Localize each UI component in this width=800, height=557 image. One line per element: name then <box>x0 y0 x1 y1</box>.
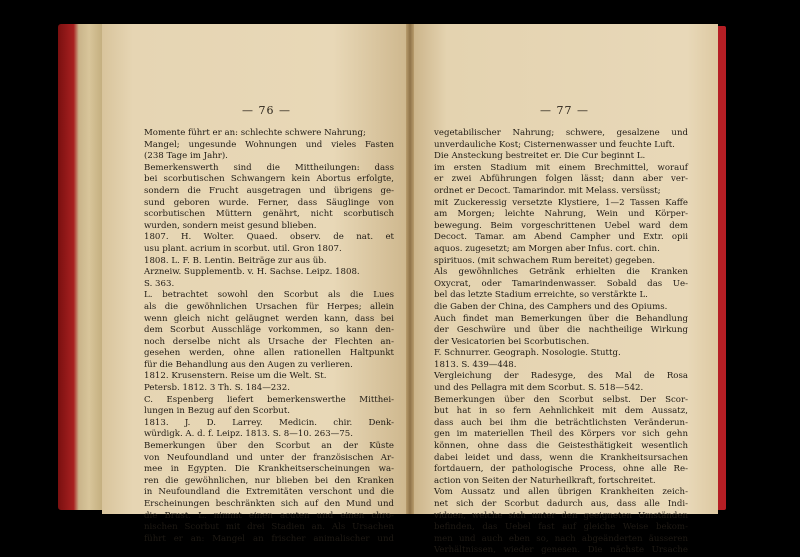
right-page <box>410 24 718 556</box>
text-line: bewegung. Beim vorgeschrittenen Uebel ward dem <box>434 220 688 231</box>
text-line: 1813. S. 439—448. <box>434 359 517 370</box>
text-line: wurden, sondern meist gesund blieben. <box>144 220 317 231</box>
text-line: bei scorbutischen Schwangern kein Abortus erfolgte, <box>144 174 394 185</box>
text-line: 1812. Krusenstern. Reise um die Welt. St. <box>144 371 327 382</box>
text-line: F. Schnurrer. Geograph. Nosologie. Stuttg. <box>434 348 621 359</box>
text-line: Oxycrat, oder Tamarindenwasser. Sobald das Ue- <box>434 278 688 289</box>
text-line: gesehen werden, ohne allen rationellen Haltpunkt <box>144 348 394 359</box>
text-line: für die Behandlung aus den Augen zu verlieren. <box>144 359 353 370</box>
text-line: wenn gleich nicht geläugnet werden kann, dass bei <box>144 313 394 324</box>
text-line: but hat in so fern Aehnlichkeit mit dem Aussatz, <box>434 406 688 417</box>
text-line: Arzneiw. Supplementb. v. H. Sachse. Leipz. 1808. <box>144 267 360 278</box>
text-line: und des Pellagra mit dem Scorbut. S. 518—542. <box>434 383 644 394</box>
text-line: vegetabilischer Nahrung; schwere, gesalzene und <box>434 128 688 138</box>
text-line: die Gaben der China, des Camphers und des Opiums. <box>434 301 668 312</box>
text-line: würdigk. A. d. f. Leipz. 1813. S. 8—10. 263—75. <box>144 429 353 440</box>
text-line: der Vesicatorien bei Scorbutischen. <box>434 336 590 347</box>
text-line: nischen Scorbut mit drei Stadien an. Als Ursachen <box>144 522 394 533</box>
text-line: aquos. zugesetzt; am Morgen aber Infus. cort. chin. <box>434 243 660 254</box>
text-line: ordnet er Decoct. Tamarindor. mit Melass. versüsst; <box>434 185 661 196</box>
text-line: S. 363. <box>144 278 175 289</box>
text-line: usu plant. acrium in scorbut. util. Gron 1807. <box>144 243 342 254</box>
left-page <box>102 24 410 544</box>
text-line: viduen, welche sich unter den geeigneten Umständen <box>434 510 688 521</box>
text-line: mit Zuckeressig versetzte Klystiere, 1—2 Tassen Kaffe <box>434 197 688 208</box>
text-line: men und auch eben so, nach abgeänderten äusseren <box>434 533 688 544</box>
text-line: Auch findet man Bemerkungen über die Behandlung <box>434 313 688 324</box>
text-line: (238 Tage im Jahr). <box>144 151 228 162</box>
text-line: C. Espenberg liefert bemerkenswerthe Mitthei- <box>144 394 394 405</box>
text-line: 1808. L. F. B. Lentin. Beiträge zur aus üb. <box>144 255 327 266</box>
text-line: am Morgen; leichte Nahrung, Wein und Körper- <box>434 209 688 220</box>
text-line: 1813. J. D. Larrey. Medicin. chir. Denk- <box>144 417 394 428</box>
text-line: Verhältnissen, wieder genesen. Die nächste Ursache <box>434 545 688 556</box>
text-line: dass auch bei ihm die beträchtlichsten Veränderun- <box>434 417 688 428</box>
text-line: können, ohne dass die Geistesthätigkeit wesentlich <box>434 441 688 452</box>
text-line: als die gewöhnlichen Ursachen für Herpes; allein <box>144 301 394 312</box>
text-line: spirituos. (mit schwachem Rum bereitet) gegeben. <box>434 255 656 266</box>
open-book <box>58 16 726 556</box>
page-number-right: — 77 — <box>540 104 589 117</box>
text-line: in Neufoundland die Extremitäten verschont und die <box>144 487 394 498</box>
right-page-text <box>434 128 688 557</box>
text-line: Petersb. 1812. 3 Th. S. 184—232. <box>144 383 290 394</box>
text-line: Als gewöhnliches Getränk erhielten die Kranken <box>434 267 688 278</box>
text-line: Bemerkungen über den Scorbut selbst. Der Scor- <box>434 394 688 405</box>
text-line: sondern die Frucht ausgetragen und übrigens ge- <box>144 185 394 196</box>
text-line: Vom Aussatz und allen übrigen Krankheiten zeich- <box>434 487 688 498</box>
text-line: befinden, das Uebel fast auf gleiche Weise bekom- <box>434 522 688 533</box>
text-line: Mangel; ungesunde Wohnungen und vieles Fasten <box>144 139 394 150</box>
text-line: 1807. H. Wolter. Quaed. observ. de nat. et <box>144 232 394 243</box>
text-line: gen im materiellen Theil des Körpers vor sich gehn <box>434 429 688 440</box>
text-line: action von Seiten der Naturheilkraft, fortschreitet. <box>434 475 656 486</box>
text-line: scorbutischen Müttern genährt, nicht scorbutisch <box>144 209 394 220</box>
text-line: Bemerkungen über den Scorbut an der Küste <box>144 441 394 452</box>
text-line: fortdauern, der pathologische Process, ohne alle Re- <box>434 464 688 475</box>
text-line: Decoct. Tamar. am Abend Campher und Extr. opii <box>434 232 688 243</box>
text-line: Bemerkenswerth sind die Mittheilungen: dass <box>144 162 394 173</box>
text-line: unverdauliche Kost; Cisternenwasser und feuchte Luft. <box>434 139 675 150</box>
text-line: Die Ansteckung bestreitet er. Die Cur beginnt L. <box>434 151 646 162</box>
text-line: er zwei Abführungen folgen lässt; dann aber ver- <box>434 174 688 185</box>
text-line: Vergleichung der Radesyge, des Mal de Rosa <box>434 371 688 382</box>
text-line: bel das letzte Stadium erreichte, so verstärkte L. <box>434 290 648 301</box>
text-line: im ersten Stadium mit einem Brechmittel, worauf <box>434 162 688 173</box>
text-line: sund geboren wurde. Ferner, dass Säuglinge von <box>144 197 394 208</box>
text-line: ren die gewöhnlichen, nur blieben bei den Kranken <box>144 475 394 486</box>
text-line: lungen in Bezug auf den Scorbut. <box>144 406 291 417</box>
page-number-left: — 76 — <box>242 104 291 117</box>
text-line: der Geschwüre und über die nachtheilige Wirkung <box>434 325 688 336</box>
text-line: Momente führt er an: schlechte schwere Nahrung; <box>144 128 366 138</box>
text-line: führt er an: Mangel an frischer animalischer und <box>144 533 394 544</box>
text-line: mee in Egypten. Die Krankheitserscheinungen wa- <box>144 464 394 475</box>
text-line: die Brust. L. nimmt einen acuten und einen chro- <box>144 510 394 521</box>
text-line: noch derselbe nicht als Ursache der Flechten an- <box>144 336 394 347</box>
text-line: von Neufoundland und unter der französischen Ar- <box>144 452 394 463</box>
text-line: net sich der Scorbut dadurch aus, dass alle Indi- <box>434 499 688 509</box>
text-line: dabei leidet und dass, wenn die Krankheitsursachen <box>434 452 688 463</box>
left-page-text <box>144 128 394 545</box>
text-line: dem Scorbut Ausschläge vorkommen, so kann den- <box>144 325 394 336</box>
book-gutter <box>406 24 414 514</box>
text-line: Erscheinungen beschränkten sich auf den Mund und <box>144 499 394 509</box>
text-line: L. betrachtet sowohl den Scorbut als die Lues <box>144 290 394 301</box>
